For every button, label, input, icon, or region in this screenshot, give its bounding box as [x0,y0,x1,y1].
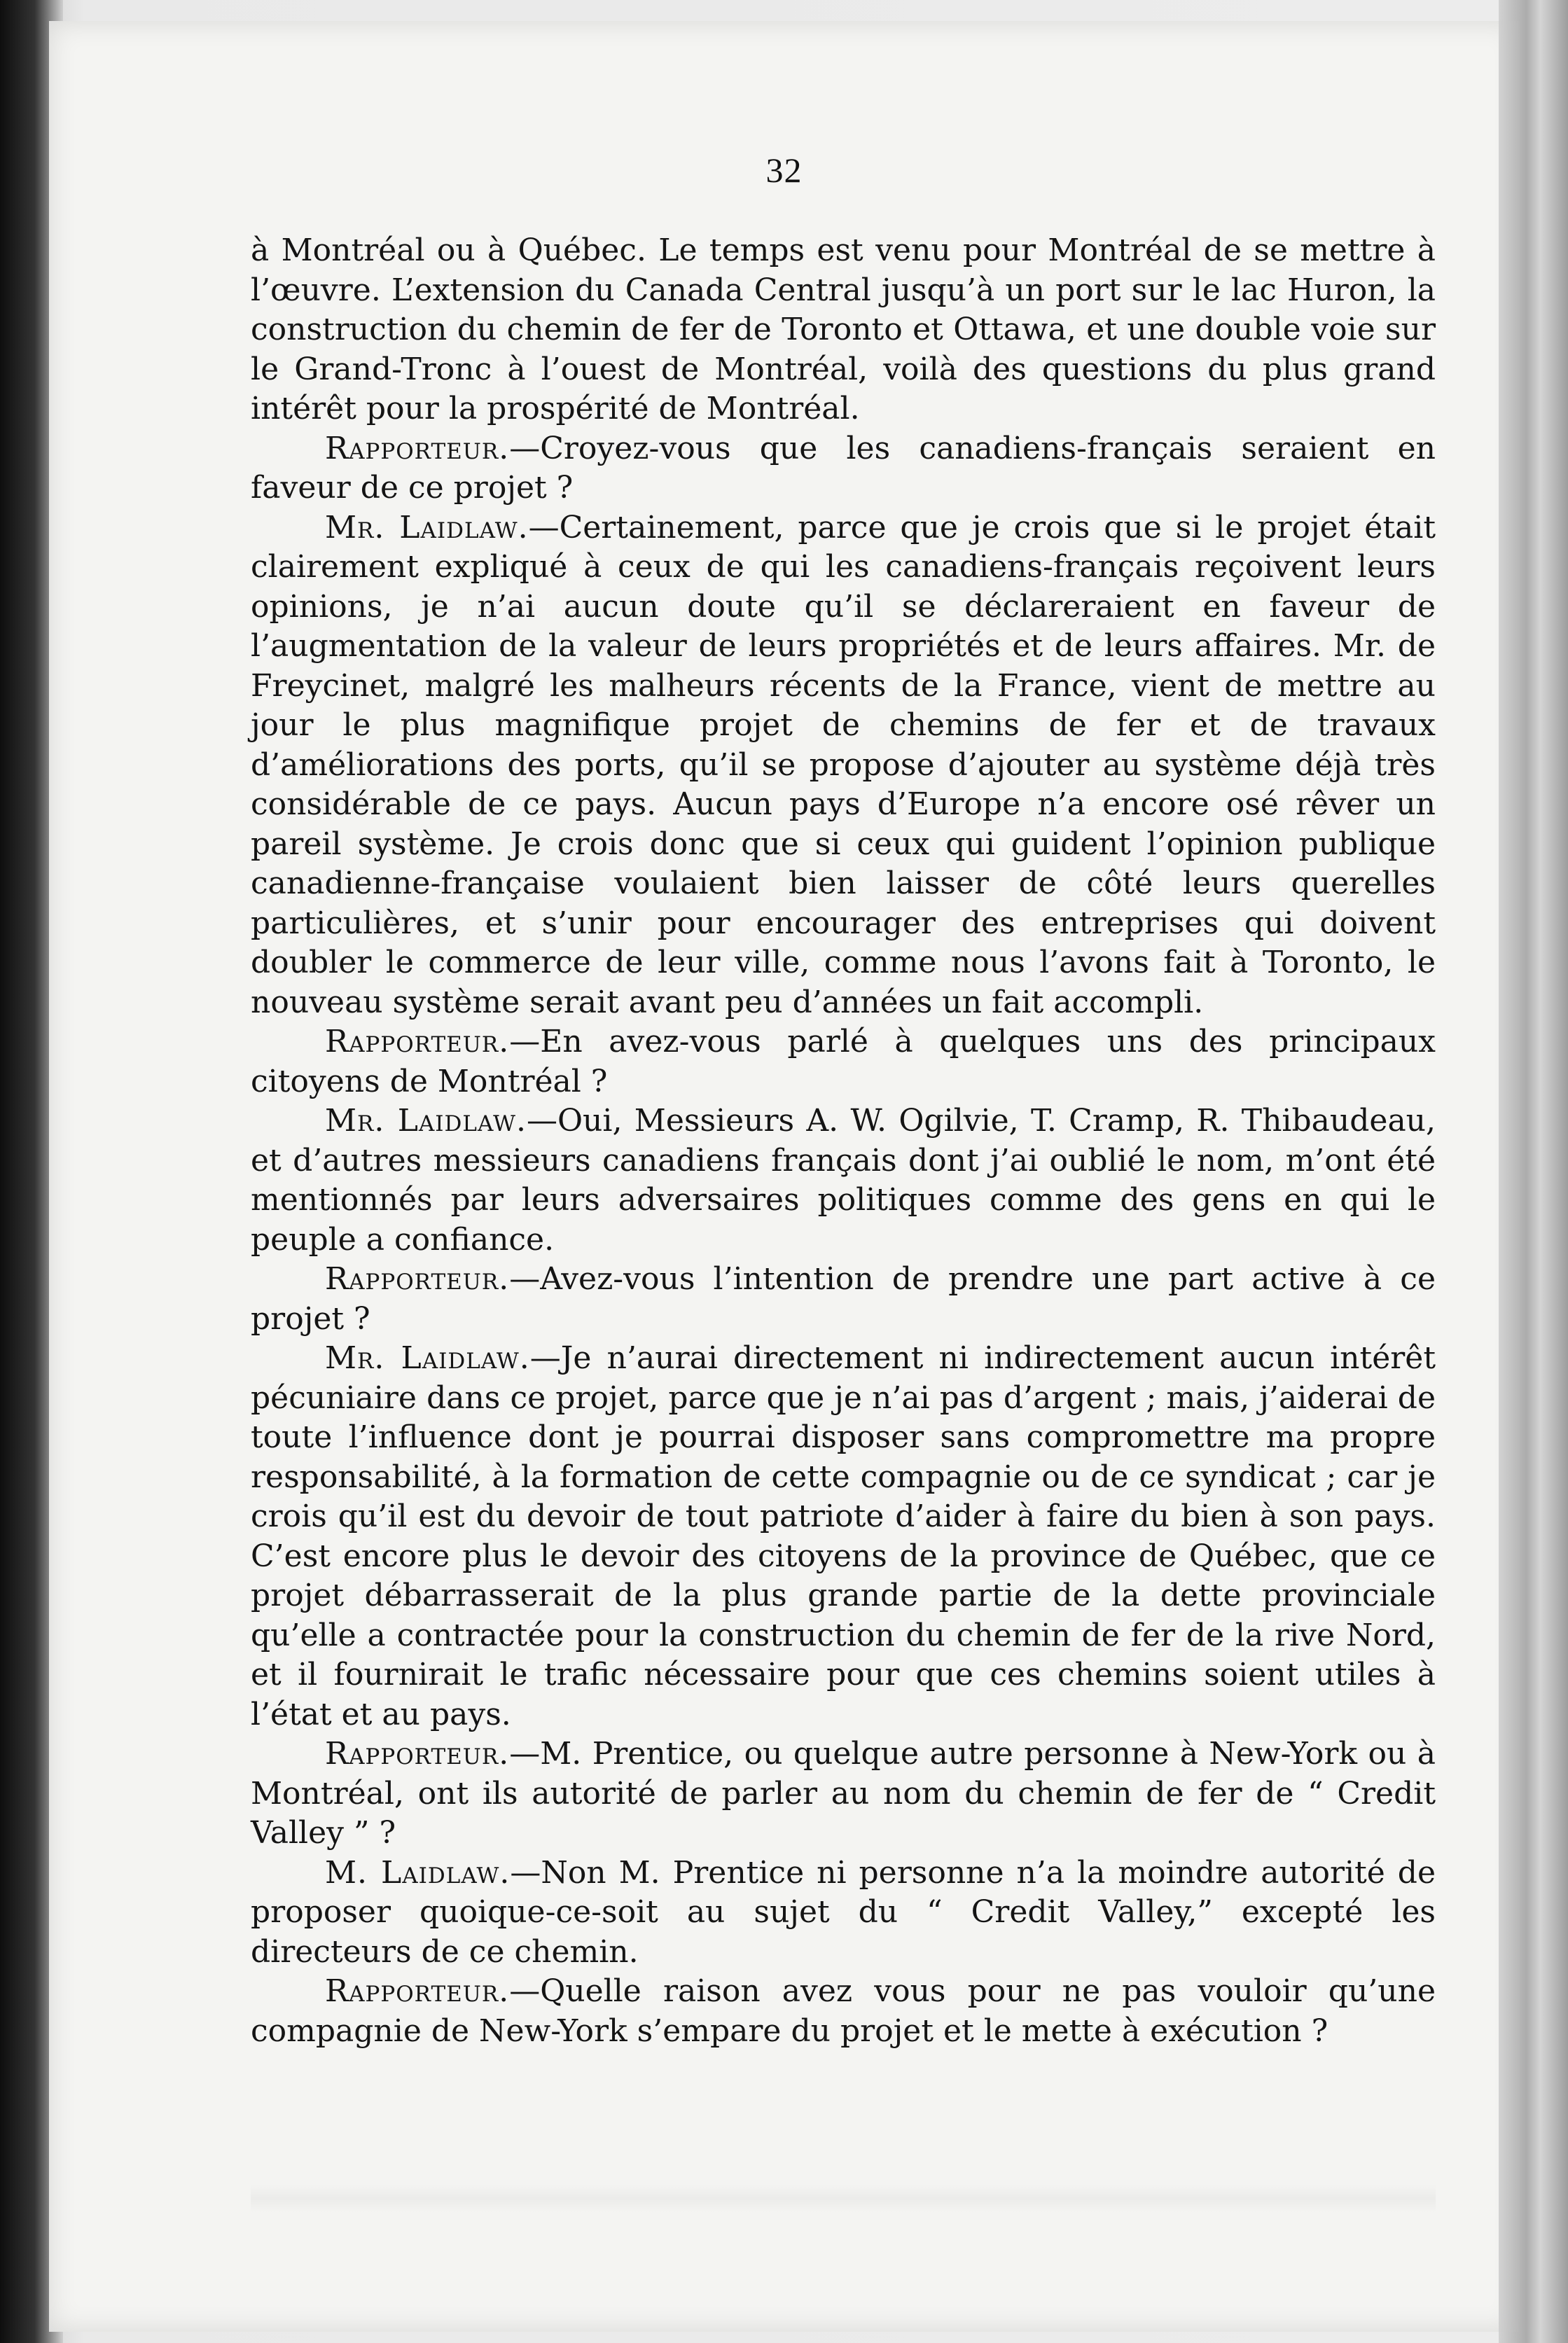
paragraph-8-text: —M. Prentice, ou quelque autre personne à New-York ou à Montréal, ont ils autorité de parler au nom du chemin de fer de “ Credit Valley ” ? [251,1736,1436,1851]
paragraph-7-speaker: Mr. Laidlaw. [325,1340,530,1376]
paragraph-8-speaker: Rapporteur. [325,1736,510,1772]
paragraph-1 [251,231,1436,429]
paragraph-3-text: —Certainement, parce que je crois que si le projet était clairement expliqué à ceux de qui les canadiens-français reçoivent leurs opinions, je n’ai aucun doute qu’il se déclareraient en faveur de l’augmentation de la valeur de leurs propriétés et de leurs affaires. Mr. de Freycinet, malgré les malheurs récents de la France, vient de mettre au jour le plus magnifique projet de chemins de fer et de travaux d’améliorations des ports, qu’il se propose d’ajouter au système déjà très considérable de ce pays. Aucun pays d’Europe n’a encore osé rêver un pareil système. Je crois donc que si ceux qui guident l’opinion publique canadienne-française voulaient bien laisser de côté leurs querelles particulières, et s’unir pour encourager des entreprises qui doivent doubler le commerce de leur ville, comme nous l’avons fait à Toronto, le nouveau système serait avant peu d’années un fait accompli. [251,509,1436,1020]
paragraph-4-speaker: Rapporteur. [325,1024,510,1059]
paragraph-6-text: —Avez-vous l’intention de prendre une part active à ce projet ? [251,1261,1436,1337]
paragraph-5-speaker: Mr. Laidlaw. [325,1103,527,1139]
paragraph-9-speaker: M. Laidlaw. [325,1854,511,1891]
paragraph-7 [251,1339,1436,1734]
paragraph-2-text: —Croyez-vous que les canadiens-français seraient en faveur de ce projet ? [251,430,1436,506]
paragraph-10-speaker: Rapporteur. [325,1973,510,2009]
paragraph-2 [251,429,1436,508]
paragraph-3 [251,508,1436,1023]
paragraph-9 [251,1854,1436,1973]
page-number: 32 [765,151,803,190]
paragraph-7-text: —Je n’aurai directement ni indirectement aucun intérêt pécuniaire dans ce projet, parce que je n’ai pas d’argent ; mais, j’aiderai de toute l’influence dont je pourrai disposer sans compromettre ma propre responsabilité, à la formation de cette compagnie ou de ce syndicat ; car je crois qu’il est du devoir de tout patriote d’aider à faire du bien à son pays. C’est encore plus le devoir des citoyens de la province de Québec, que ce projet débarrasserait de la plus grande partie de la dette provinciale qu’elle a contractée pour la construction du chemin de fer de la rive Nord, et il fournirait le trafic nécessaire pour que ces chemins soient utiles à l’état et au pays. [251,1340,1436,1732]
page-body-text [251,231,1436,2051]
paragraph-4-text: —En avez-vous parlé à quelques uns des principaux citoyens de Montréal ? [251,1024,1436,1099]
paragraph-8 [251,1734,1436,1854]
show-through-bleed [251,2185,1436,2213]
paragraph-10 [251,1972,1436,2051]
paragraph-6-speaker: Rapporteur. [325,1261,510,1297]
paragraph-1-text: à Montréal ou à Québec. Le temps est venu pour Montréal de se mettre à l’œuvre. L’extension du Canada Central jusqu’à un port sur le lac Huron, la construction du chemin de fer de Toronto et Ottawa, et une double voie sur le Grand-Tronc à l’ouest de Montréal, voilà des questions du plus grand intérêt pour la prospérité de Montréal. [251,232,1436,426]
paragraph-6 [251,1260,1436,1339]
page-stack-edge-right [1499,0,1568,2343]
paragraph-5 [251,1101,1436,1260]
paragraph-10-text: —Quelle raison avez vous pour ne pas vouloir qu’une compagnie de New-York s’empare du projet et le mette à exécution ? [251,1973,1436,2049]
paragraph-5-text: —Oui, Messieurs A. W. Ogilvie, T. Cramp, R. Thibaudeau, et d’autres messieurs canadiens français dont j’ai oublié le nom, m’ont été mentionnés par leurs adversaires politiques comme des gens en qui le peuple a confiance. [251,1103,1436,1258]
paragraph-4 [251,1022,1436,1101]
paragraph-2-speaker: Rapporteur. [325,430,510,466]
paragraph-3-speaker: Mr. Laidlaw. [325,509,529,545]
paragraph-9-text: —Non M. Prentice ni personne n’a la moindre autorité de proposer quoique-ce-soit au sujet du “ Credit Valley,” excepté les directeurs de ce chemin. [251,1854,1436,1970]
